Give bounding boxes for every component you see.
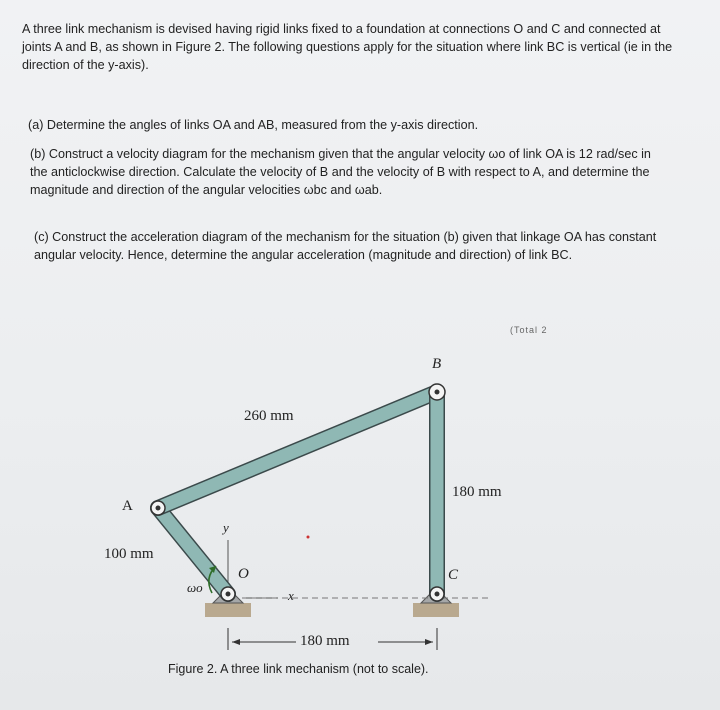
dimension-oc-label: 180 mm xyxy=(300,633,350,649)
label-c: C xyxy=(448,567,459,583)
label-o: O xyxy=(238,566,249,582)
joint-o xyxy=(221,587,235,601)
question-intro: A three link mechanism is devised having rigid links fixed to a foundation at connections O and C and connected at joints A and B, as shown in Figure 2. The following questions apply for the situation where link BC is vertical (ie in the direction of the y-axis). xyxy=(22,22,673,72)
cut-off-text: (Total 2 xyxy=(510,325,548,335)
dimension-ab-label: 260 mm xyxy=(244,408,294,424)
marker-dot xyxy=(307,536,310,539)
dimension-oa-label: 100 mm xyxy=(104,546,154,562)
label-b: B xyxy=(432,356,442,372)
label-x: x xyxy=(288,588,294,603)
question-part-a: (a) Determine the angles of links OA and AB, measured from the y-axis direction. xyxy=(28,118,479,132)
dimension-bc-label: 180 mm xyxy=(452,484,502,500)
question-part-b: (b) Construct a velocity diagram for the mechanism given that the angular velocity ωo of link OA is 12 rad/sec in the anticlockwise direction. Calculate the velocity of B and the velocity of B with respect to A, and determine the magnitude and direction of the angular velocities ωbc and ωab. xyxy=(30,147,651,197)
joint-a xyxy=(151,501,165,515)
question-part-c: (c) Construct the acceleration diagram of the mechanism for the situation (b) given that linkage OA has constant angular velocity. Hence, determine the angular acceleration (magnitude and direction) of link BC. xyxy=(34,230,657,262)
joint-c xyxy=(430,587,444,601)
label-a: A xyxy=(122,498,133,514)
label-y: y xyxy=(223,520,229,535)
label-omega: ωo xyxy=(187,580,203,595)
figure-caption: Figure 2. A three link mechanism (not to scale). xyxy=(168,662,429,676)
link-ab xyxy=(158,392,437,508)
joint-b xyxy=(429,384,445,400)
